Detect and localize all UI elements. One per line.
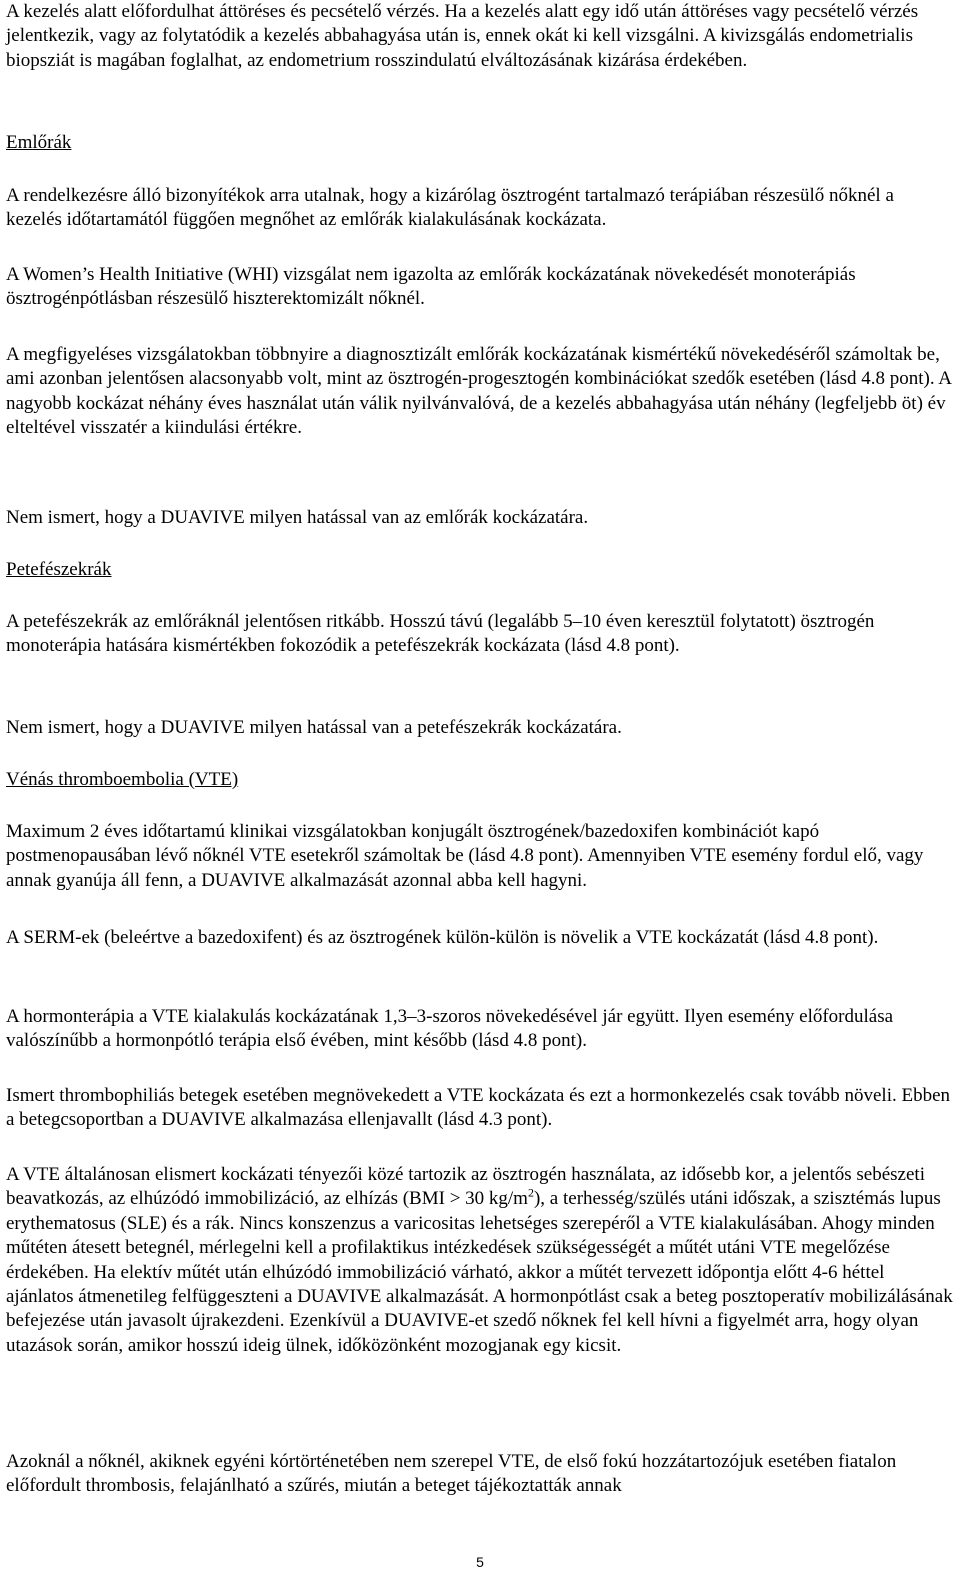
paragraph-vte-6: Azoknál a nőknél, akiknek egyéni kórtörténetében nem szerepel VTE, de első fokú hozzátartozójuk esetében fiatalon előfordult thrombosis, felajánlható a szűrés, miután a beteget tájékoztatták annak	[6, 1451, 897, 1497]
paragraph-vte-5-text-a: A VTE általánosan elismert kockázati tényezői közé tartozik az ösztrogén használata, az idősebb kor, a jelentős sebészeti beavatkozás, az elhúzódó immobilizáció, az elhízás (BMI > 30 kg/m	[6, 1164, 925, 1210]
superscript-2: 2	[527, 1186, 534, 1201]
heading-breast-cancer: Emlőrák	[6, 132, 72, 153]
paragraph-ovarian-cancer-2: Nem ismert, hogy a DUAVIVE milyen hatással van a petefészekrák kockázatára.	[6, 717, 622, 738]
heading-ovarian-cancer: Petefészekrák	[6, 559, 112, 580]
paragraph-breast-cancer-2: A Women’s Health Initiative (WHI) vizsgálat nem igazolta az emlőrák kockázatának növekedését monoterápiás ösztrogénpótlásban részesülő hiszterektomizált nőknél.	[6, 264, 856, 310]
paragraph-breast-cancer-3: A megfigyeléses vizsgálatokban többnyire a diagnosztizált emlőrák kockázatának kismértékű növekedéséről számoltak be, ami azonban jelentősen alacsonyabb volt, mint az ösztrogén-progesztogén kombinációkat szedők esetében (lásd 4.8 pont). A nagyobb kockázat néhány éves használat után válik nyilvánvalóvá, de a kezelés abbahagyása után néhány (legfeljebb öt) év elteltével visszatér a kiindulási értékre.	[6, 344, 951, 439]
paragraph-vte-5-text-b: ), a terhesség/szülés utáni időszak, a szisztémás lupus erythematosus (SLE) és a rák. Nincs konszenzus a varicositas lehetséges szerepéről a VTE kialakulásában. Ahogy minden műtéten átesett betegnél, mérlegelni kell a profilaktikus intézkedések szükségességét a műtét utáni VTE megelőzése érdekében. Ha elektív műtét után elhúzódó immobilizáció várható, akkor a műtét tervezett időpontja előtt 4-6 héttel ajánlatos átmenetileg felfüggeszteni a DUAVIVE alkalmazását. A hormonpótlást csak a beteg posztoperatív mobilizálásának befejezése után javasolt újrakezdeni. Ezenkívül a DUAVIVE-et szedő nőknek fel kell hívni a figyelmét arra, hogy olyan utazások során, amikor hosszú ideig ülnek, időközönként mozogjanak egy kicsit.	[6, 1188, 953, 1356]
paragraph-ovarian-cancer-1: A petefészekrák az emlőráknál jelentősen ritkább. Hosszú távú (legalább 5–10 éven keresztül folytatott) ösztrogén monoterápia hatására kismértékben fokozódik a petefészekrák kockázata (lásd 4.8 pont).	[6, 611, 875, 657]
paragraph-vte-4: Ismert thrombophiliás betegek esetében megnövekedett a VTE kockázata és ezt a hormonkezelés csak tovább növeli. Ebben a betegcsoportban a DUAVIVE alkalmazása ellenjavallt (lásd 4.3 pont).	[6, 1085, 951, 1131]
paragraph-vte-2: A SERM-ek (beleértve a bazedoxifent) és az ösztrogének külön-külön is növelik a VTE kockázatát (lásd 4.8 pont).	[6, 927, 879, 948]
paragraph-breast-cancer-4: Nem ismert, hogy a DUAVIVE milyen hatással van az emlőrák kockázatára.	[6, 507, 589, 528]
paragraph-vte-1: Maximum 2 éves időtartamú klinikai vizsgálatokban konjugált ösztrogének/bazedoxifen kombinációt kapó postmenopausában lévő nőknél VTE esetekről számoltak be (lásd 4.8 pont). Amennyiben VTE esemény fordul elő, vagy annak gyanúja áll fenn, a DUAVIVE alkalmazását azonnal abba kell hagyni.	[6, 821, 924, 891]
paragraph-breast-cancer-1: A rendelkezésre álló bizonyítékok arra utalnak, hogy a kizárólag ösztrogént tartalmazó terápiában részesülő nőknél a kezelés időtartamától függően megnőhet az emlőrák kialakulásának kockázata.	[6, 185, 894, 231]
heading-vte: Vénás thromboembolia (VTE)	[6, 769, 239, 790]
paragraph-vte-5	[6, 1163, 954, 1358]
page-number: 5	[476, 1554, 484, 1570]
paragraph-vte-3: A hormonterápia a VTE kialakulás kockázatának 1,3–3-szoros növekedésével jár együtt. Ilyen esemény előfordulása valószínűbb a hormonpótló terápia első évében, mint később (lásd 4.8 pont).	[6, 1006, 894, 1052]
paragraph-bleeding: A kezelés alatt előfordulhat áttöréses és pecsételő vérzés. Ha a kezelés alatt egy idő után áttöréses vagy pecsételő vérzés jelentkezik, vagy az folytatódik a kezelés abbahagyása után is, ennek okát ki kell vizsgálni. A kivizsgálás endometrialis biopsziát is magában foglalhat, az endometrium rosszindulatú elváltozásának kizárása érdekében.	[6, 1, 919, 71]
